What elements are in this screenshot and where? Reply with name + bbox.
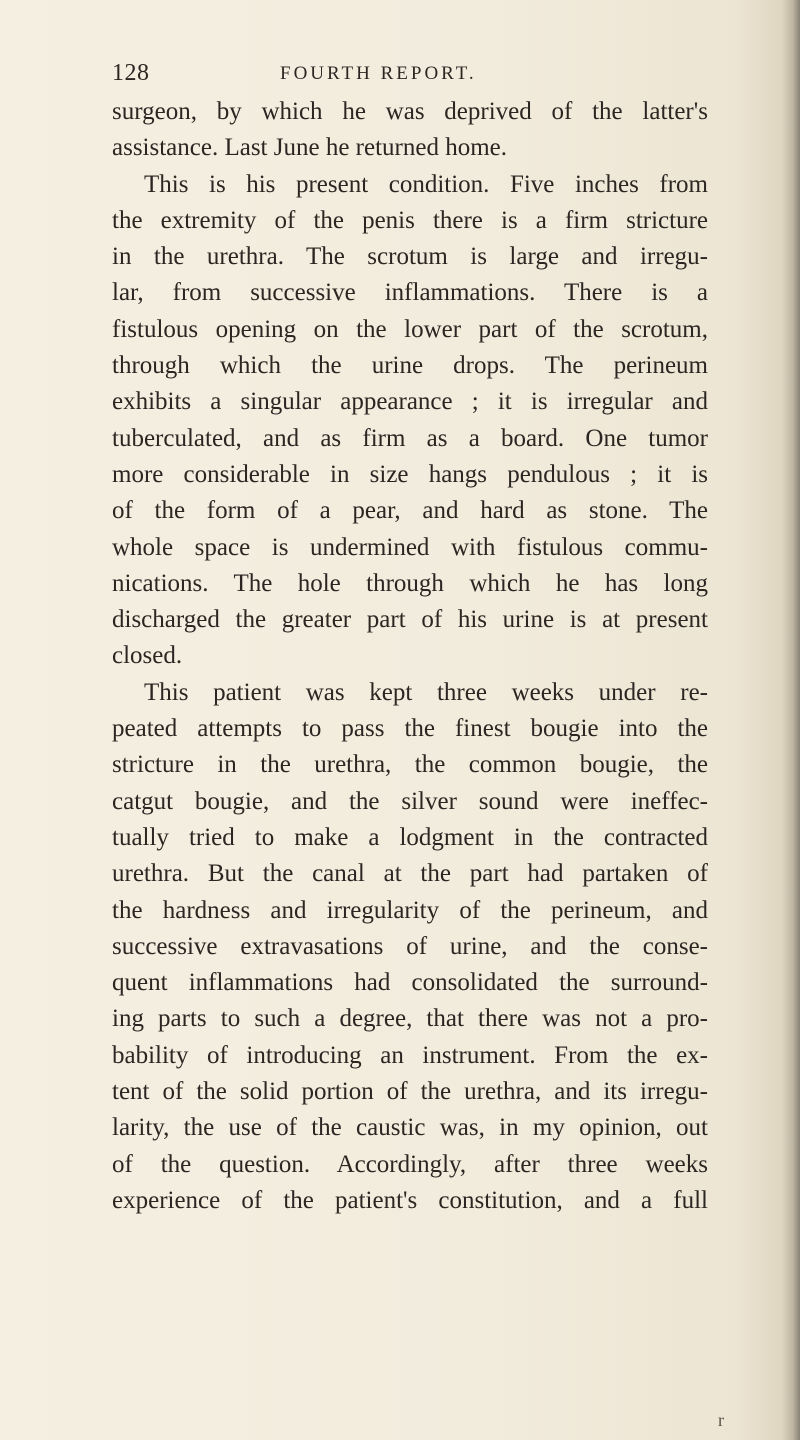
text-line: closed. — [112, 642, 183, 670]
text-line: discharged the greater part of his urine is at present — [112, 606, 708, 634]
text-line: through which the urine drops. The perineum — [112, 352, 708, 380]
text-line: exhibits a singular appearance ; it is irregular and — [112, 388, 708, 416]
text-line: stricture in the urethra, the common bougie, the — [112, 751, 708, 779]
text-line: tually tried to make a lodgment in the contracted — [112, 823, 708, 851]
text-line: fistulous opening on the lower part of the scrotum, — [112, 315, 708, 343]
page-edge-shadow — [782, 0, 800, 1440]
body-text — [112, 94, 708, 1219]
text-line: experience of the patient's constitution, and a full — [112, 1186, 708, 1214]
text-line: of the form of a pear, and hard as stone. The — [112, 497, 708, 525]
text-line: bability of introducing an instrument. From the ex- — [112, 1041, 708, 1069]
page-number: 128 — [112, 60, 150, 86]
text-line: tuberculated, and as firm as a board. One tumor — [112, 424, 708, 452]
text-line: quent inflammations had consolidated the surround- — [112, 969, 708, 997]
text-line: peated attempts to pass the finest bougie into the — [112, 715, 708, 743]
running-title: FOURTH REPORT. — [280, 63, 477, 84]
printer-mark: r — [718, 1410, 724, 1430]
text-line: in the urethra. The scrotum is large and irregu- — [112, 243, 708, 271]
text-line: surgeon, by which he was deprived of the latter's — [112, 98, 708, 125]
text-line: urethra. But the canal at the part had partaken of — [112, 860, 708, 888]
text-line: ing parts to such a degree, that there was not a pro- — [112, 1005, 708, 1033]
text-line: This patient was kept three weeks under re- — [144, 678, 708, 706]
text-line: assistance. Last June he returned home. — [112, 134, 508, 162]
text-line: the extremity of the penis there is a firm stricture — [112, 206, 708, 234]
text-line: more considerable in size hangs pendulous ; it is — [112, 460, 708, 488]
text-line: of the question. Accordingly, after three weeks — [112, 1150, 708, 1178]
text-line: tent of the solid portion of the urethra, and its irregu- — [112, 1078, 708, 1106]
text-line: catgut bougie, and the silver sound were ineffec- — [112, 787, 708, 815]
text-line: This is his present condition. Five inches from — [144, 170, 708, 198]
text-line: nications. The hole through which he has long — [112, 569, 708, 597]
page-header — [112, 60, 712, 90]
text-line: lar, from successive inflammations. There is a — [112, 279, 708, 307]
text-line: the hardness and irregularity of the perineum, and — [112, 896, 708, 924]
text-line: successive extravasations of urine, and the conse- — [112, 932, 708, 960]
text-line: larity, the use of the caustic was, in my opinion, out — [112, 1114, 708, 1142]
text-line: whole space is undermined with fistulous commu- — [112, 533, 708, 561]
